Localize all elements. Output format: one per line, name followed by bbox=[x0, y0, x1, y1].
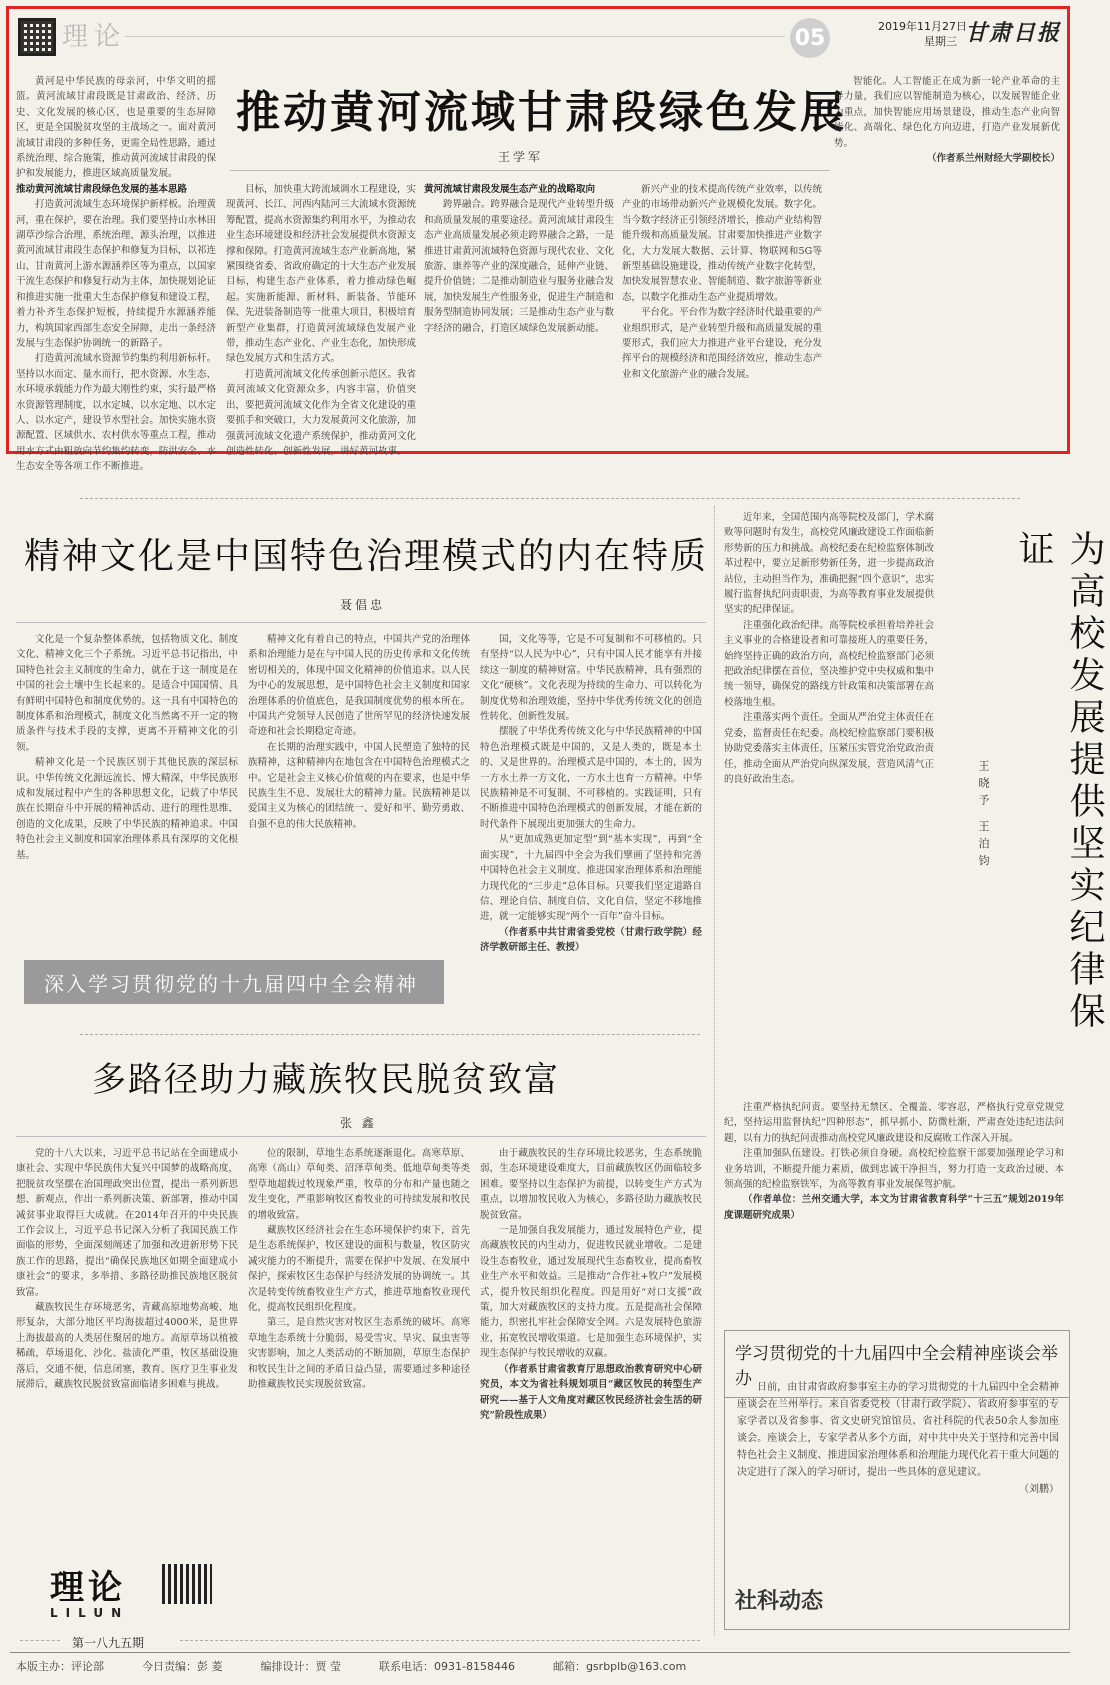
article1-col-4 bbox=[622, 182, 822, 446]
article3-paragraph: 一是加强自我发展能力，通过发展特色产业，提高藏族牧民的内生动力，促进牧民就业增收。二是建设生态畜牧业，通过发展现代生态畜牧业，提高畜牧业生产水平和效益。三是推动“合作社+牧户”发展模式，提升牧民组织化程度。四是用好“对口支援”政策，加大对藏族牧区的支持力度。五是提高社会保障能力，织密扎牢社会保障安全网。六是发展特色旅游业，拓宽牧民增收渠道。七是加强生态环境保护，实现生态保护与牧民增收的双赢。 bbox=[480, 1225, 702, 1360]
article2-paragraph: 精神文化是一个民族区别于其他民族的深层标识。中华传统文化源远流长、博大精深，中华民族形成和发展过程中产生的各种思想文化，记载了中华民族在长期奋斗中开展的精神活动、进行的理性思维、创造的文化成果，反映了中华民族的精神追求。中国特色社会主义制度和国家治理体系具有深厚的文化根基。 bbox=[16, 757, 238, 861]
article3-paragraph: 藏族牧民生存环境恶劣，青藏高原地势高峻、地形复杂，大部分地区平均海拔超过4000米，是世界上海拔最高的人类居住聚居的地方。高原草场以植被稀疏，草场退化、沙化、盐渍化严重，牧区基础设施落后，交通不便，信息闭塞，教育、医疗卫生事业发展滞后，藏族牧民脱贫致富面临诸多困难与挑战。 bbox=[16, 1302, 238, 1391]
news-sidebox bbox=[724, 1330, 1070, 1630]
article3-paragraph: 党的十八大以来，习近平总书记站在全面建成小康社会、实现中华民族伟大复兴中国梦的战略高度，把脱贫攻坚摆在治国理政突出位置，提出一系列新思想、新观点，作出一系列新决策、新部署，推动中国减贫事业取得巨大成就。在2014年召开的中央民族工作会议上，习近平总书记深入分析了我国民族工作面临的形势，全面深刻阐述了加强和改进新形势下民族工作的思路，提出“确保民族地区如期全面建成小康社会”的要求，多举措、多路径助推民族地区脱贫致富。 bbox=[16, 1148, 238, 1298]
article3-paragraph: 藏族牧区经济社会在生态环境保护约束下，首先是生态系统保护，牧区建设的面积与数量，牧区防灾减灾能力的不断提升，需要在保护中发展、在发展中保护，探索牧区生态保护与经济发展的协调统一。其次是转变传统畜牧业生产方式，推进草地畜牧业现代化，提高牧民组织化程度。 bbox=[248, 1225, 470, 1314]
article2-author: 聂倡忠 bbox=[340, 598, 386, 612]
article3-paragraph: 由于藏族牧民的生存环境比较恶劣，生态系统脆弱，生态环境建设难度大，目前藏族牧区仍面临较多困难。要坚持以生态保护为前提，以转变生产方式为重点，以增加牧民收入为核心，多路径助力藏族牧民脱贫致富。 bbox=[480, 1148, 702, 1221]
paper-name: 甘肃日报 bbox=[965, 20, 1062, 46]
section-divider bbox=[80, 1034, 700, 1035]
column-logo bbox=[20, 1560, 230, 1632]
article3-paragraph: 第三，是自然灾害对牧区生态系统的破坏。高寒草地生态系统十分脆弱，易受雪灾、旱灾、鼠虫害等灾害影响，加之人类活动的不断加剧，草原生态保护和牧民生计之间的矛盾日益凸显，需要通过多种途径助推藏族牧民实现脱贫致富。 bbox=[248, 1317, 470, 1391]
page-number: 05 bbox=[790, 18, 830, 58]
article2-paragraph: 国，文化等等，它是不可复制和不可移植的。只有坚持“以人民为中心”，只有中国人民才能享有并接续这一制度的精神财富。中华民族精神，具有强烈的文化“硬核”。文化表现为持续的生命力、可以转化为制度优势和治理效能，坚持中华优秀传统文化的创造性转化、创新性发展。 bbox=[480, 634, 702, 723]
article1-paragraph: 跨界融合。跨界融合是现代产业转型升级和高质量发展的重要途径。黄河流域甘肃段生态产业高质量发展必须走跨界融合之路，一是推进甘肃黄河流域特色资源与现代农业、文化旅游、康养等产业的深度融合，延伸产业链、提升价值链；二是推动制造业与服务业融合发展，加快发展生产性服务业，促进生产制造和服务型制造协同发展；三是推动生态产业与数字经济的融合，打造区域绿色发展新动能。 bbox=[424, 199, 615, 334]
article1-title-rule bbox=[230, 170, 830, 171]
article2-col-1 bbox=[16, 632, 238, 960]
article4-paragraph: 注重加强队伍建设。打铁必须自身硬。高校纪检监察干部要加强理论学习和业务培训，不断提升能力素质，做到忠诚干净担当，努力打造一支政治过硬、本领高强的纪检监察铁军，为高等教育事业发展保驾护航。 bbox=[724, 1148, 1064, 1191]
article1-col-2 bbox=[226, 182, 417, 457]
sidebox-paragraph: 日前，由甘肃省政府参事室主办的学习贯彻党的十九届四中全会精神座谈会在兰州举行。来自省委党校（甘肃行政学院）、省政府参事室的专家学者以及省参事、省文史研究馆馆员、省社科院的代表50余人参加座谈会。座谈会上，专家学者从多个方面，对中共中央关于坚持和完善中国特色社会主义制度、推进国家治理体系和治理能力现代化若干重大问题的决定进行了深入的学习研讨，提出一些具体的意见建议。 bbox=[737, 1382, 1059, 1478]
sidebox-body bbox=[737, 1379, 1059, 1579]
article4-paragraph: 注重落实两个责任。全面从严治党主体责任在党委，监督责任在纪委。高校纪检监察部门要积极协助党委落实主体责任，压紧压实管党治党政治责任，推动全面从严治党向纵深发展，营造风清气正的良好政治生态。 bbox=[724, 712, 934, 785]
article4-col-2 bbox=[724, 1100, 1064, 1320]
article2-title: 精神文化是中国特色治理模式的内在特质 bbox=[24, 536, 709, 577]
article4-paragraph: 注重严格执纪问责。要坚持无禁区、全覆盖、零容忍，严格执行党章党规党纪，坚持运用监督执纪“四种形态”，抓早抓小、防微杜渐，严肃查处违纪违法问题，以有力的执纪问责推动高校党风廉政建设和反腐败工作深入开展。 bbox=[724, 1102, 1064, 1144]
masthead-rule bbox=[125, 36, 785, 37]
column-logo-sub: LILUN bbox=[50, 1606, 130, 1620]
article1-intro: 黄河是中华民族的母亲河，中华文明的摇篮。黄河流域甘肃段既是甘肃政治、经济、历史、文化发展的核心区，也是重要的生态屏障区，更是全国脱贫攻坚的主战场之一。面对黄河流域甘肃段的多种任务，更需全局性思路，通过系统治理、综合施策，推动黄河流域甘肃段的保护和发展能力，推进区域高质量发展。 bbox=[16, 76, 216, 180]
section-divider bbox=[80, 498, 1020, 499]
article2-paragraph: 精神文化有着自己的特点，中国共产党的治理体系和治理能力是在与中国人民的历史传承和文化传统密切相关的，体现中国文化精神的价值追求。以人民为中心的发展思想，是中国特色社会主义制度和国家治理体系的价值底色，是我国制度优势的根本所在。中国共产党领导人民创造了世所罕见的经济快速发展奇迹和社会长期稳定奇迹。 bbox=[248, 634, 470, 738]
article4-col-1 bbox=[724, 510, 934, 1096]
qr-code-icon bbox=[18, 18, 56, 56]
sidebox-tag: 社科动态 bbox=[735, 1588, 824, 1614]
article4-paragraph: 注重强化政治纪律。高等院校承担着培养社会主义事业的合格建设者和可靠接班人的重要任务，始终坚持正确的政治方向，高校纪检监察部门必须把政治纪律摆在首位，坚决维护党中央权威和集中统一领导，确保党的路线方针政策和决策部署在高校落地生根。 bbox=[724, 619, 934, 708]
article1-paragraph: 打造黄河流域生态环境保护新样板。治理黄河，重在保护，要在治理。我们要坚持山水林田湖草沙综合治理、系统治理、源头治理，以推进黄河流域甘肃段生态保护和修复为目标，以祁连山、甘南黄河上游水源涵养区等为重点，以国家干流生态保护和修复行动为主体，加快规划论证和推进实施一批重大生态保护修复和建设工程，着力补齐生态保护短板，持续提升水源涵养能力，构筑国家西部生态安全屏障，走出一条经济发展与生态保护协调统一的新路子。 bbox=[16, 199, 216, 349]
article3-paragraph: 位的限制，草地生态系统逐渐退化。高寒草原、高寒（高山）草甸类、沼泽草甸类、低地草甸类等类型草地超载过牧现象严重，牧草的分布和产量也随之发生变化，严重影响牧区畜牧业的可持续发展和牧民的增收致富。 bbox=[248, 1148, 470, 1221]
footer-email: 邮箱：gsrbplb@163.com bbox=[552, 1660, 687, 1673]
article1-subheading-1: 推动黄河流域甘肃段绿色发展的基本思路 bbox=[16, 183, 188, 195]
column-logo-bars bbox=[162, 1564, 212, 1604]
article3-col-2 bbox=[248, 1146, 470, 1632]
article4-author: 王晓予 王泊钧 bbox=[977, 760, 990, 872]
column-logo-text: 理论 bbox=[50, 1568, 126, 1608]
sidebox-title: 学习贯彻党的十九届四中全会精神座谈会举办 bbox=[725, 1331, 1069, 1398]
sidebox-credit: （刘鹏） bbox=[1019, 1484, 1059, 1495]
article1-paragraph: 平台化。平台作为数字经济时代最重要的产业组织形式，是产业转型升级和高质量发展的重要形式，我们应大力推进产业平台建设，充分发挥平台的规模经济和范围经济效应，推动生态产业和文化旅游产业的融合发展。 bbox=[622, 307, 822, 380]
article4-footnote: （作者单位：兰州交通大学，本文为甘肃省教育科学“十三五”规划2019年度课题研究成果） bbox=[724, 1194, 1064, 1221]
theme-banner-text: 深入学习贯彻党的十九届四中全会精神 bbox=[44, 971, 418, 996]
article2-paragraph: 从“更加成熟更加定型”到“基本实现”，再到“全面实现”，十九届四中全会为我们擘画了坚持和完善中国特色社会主义制度、推进国家治理体系和治理能力现代化的“三步走”总体目标。只要我们坚定道路自信、理论自信、制度自信、文化自信，坚定不移地推进，就一定能够实现“两个一百年”奋斗目标。 bbox=[480, 834, 702, 923]
footer-phone: 联系电话：0931-8158446 bbox=[379, 1660, 515, 1673]
article3-title: 多路径助力藏族牧民脱贫致富 bbox=[92, 1060, 560, 1100]
article2-col-2 bbox=[248, 632, 470, 960]
article2-title-rule bbox=[16, 622, 706, 623]
article2-paragraph: 文化是一个复杂整体系统，包括物质文化、制度文化、精神文化三个子系统。习近平总书记指出，中国特色社会主义制度的生命力，就在于这一制度是在中国的社会土壤中生长起来的。是适合中国国情、具有鲜明中国特色和制度优势的。这一具有中国特色的制度体系和治理模式，制度文化当然离不开一定的物质条件与技术手段的支撑，更离不开精神文化的引领。 bbox=[16, 634, 238, 753]
issue-weekday: 星期三 bbox=[924, 35, 957, 48]
section-divider bbox=[180, 1640, 700, 1641]
article2-col-3 bbox=[480, 632, 702, 1012]
article3-col-1 bbox=[16, 1146, 238, 1556]
article2-paragraph: 在长期的治理实践中，中国人民塑造了独特的民族精神，这种精神内在地包含在中国特色治理模式之中。它是社会主义核心价值观的内在要求，也是中华民族生生不息、发展壮大的精神力量。民族精神是以爱国主义为核心的团结统一、爱好和平、勤劳勇敢、自强不息的伟大民族精神。 bbox=[248, 741, 470, 830]
article1-col-1 bbox=[16, 74, 216, 473]
article4-title: 为高校发展提供坚实纪律保证 bbox=[1013, 530, 1105, 1034]
issue-number: 第一八九五期 bbox=[72, 1636, 145, 1650]
article1-paragraph: 打造黄河流域水资源节约集约利用新标杆。坚持以水而定、量水而行，把水资源、水生态、水环境承载能力作为最大刚性约束，实行最严格水资源管理制度，以水定城、以水定地、以水定人、以水定产，建设节水型社会。加快实施水资源配置、区域供水、农村供水等重点工程，推动用水方式由粗放向节约集约转变，防洪安全、水生态安全等各项工作不断推进。 bbox=[16, 353, 216, 473]
article4-paragraph: 近年来，全国范围内高等院校及部门，学术腐败等问题时有发生，高校党风廉政建设工作面临新形势新的压力和挑战。高校纪委在纪检监察体制改革过程中，要立足新形势新任务，进一步提高政治站位，主动担当作为，准确把握“四个意识”，忠实履行监督执纪问责职责，为高等教育事业发展提供坚实的纪律保证。 bbox=[724, 512, 934, 616]
article3-title-rule bbox=[16, 1136, 706, 1137]
article1-paragraph: 目标，加快重大跨流域调水工程建设，实现黄河、长江、河西内陆河三大流域水资源统筹配置，提高水资源集约利用水平，为推动农业生态环境建设和经济社会发展提供水资源支撑和保障。打造黄河流域生态产业新高地，紧紧围绕省委、省政府确定的十大生态产业发展目标，构建生态产业体系，着力推动绿色崛起。实施新能源、新材料、新装备、节能环保、先进装备制造等一批重大项目，积极培育新型产业集群，打造黄河流域绿色发展产业带，推动生态产业化、产业生态化，加快形成绿色发展方式和生活方式。 bbox=[226, 184, 417, 365]
article1-paragraph: 新兴产业的技术提高传统产业效率，以传统产业的市场带动新兴产业规模化发展。数字化。当今数字经济正引领经济增长，推动产业结构智能升级和高质量发展。甘肃要加快推进产业数字化，大力发展大数据、云计算、物联网和5G等新型基础设施建设，推动传统产业数字化转型，加快发展智慧农业、智能制造、数字旅游等新业态，以数字化推动生态产业提质增效。 bbox=[622, 184, 822, 303]
footer-duty-editor: 今日责编：彭 菱 bbox=[142, 1660, 223, 1673]
theme-banner bbox=[24, 960, 444, 1004]
article3-footnote: （作者系甘肃省教育厅思想政治教育研究中心研究员，本文为省社科规划项目“藏区牧民的转型生产研究——基于人文角度对藏区牧民经济社会生活的研究”阶段性成果） bbox=[480, 1363, 702, 1421]
article1-paragraph: 智能化。人工智能正在成为新一轮产业革命的主导力量，我们应以智能制造为核心，以发展智能企业为重点，加快智能应用场景建设，推动生态产业向智能化、高端化、绿色化方向迈进，打造产业发展新优势。 bbox=[834, 76, 1060, 149]
footer-editor: 本版主办：评论部 bbox=[16, 1660, 104, 1673]
article1-col-3 bbox=[424, 182, 614, 446]
issue-date: 2019年11月27日 bbox=[878, 20, 967, 33]
section-divider bbox=[20, 1640, 60, 1641]
article1-author: 王学军 bbox=[498, 150, 544, 164]
footer-designer: 编排设计：贾 莹 bbox=[260, 1660, 341, 1673]
footer-rule bbox=[10, 1652, 1070, 1653]
article1-subheading-2: 黄河流域甘肃段发展生态产业的战略取向 bbox=[424, 184, 596, 195]
article1-col-5 bbox=[834, 74, 1060, 446]
article3-author: 张 鑫 bbox=[340, 1116, 377, 1130]
article1-footnote: （作者系兰州财经大学副校长） bbox=[926, 153, 1060, 165]
article1-paragraph: 打造黄河流域文化传承创新示范区。我省黄河流域文化资源众多，内容丰富，价值突出，要把黄河流域文化作为全省文化建设的重要抓手和突破口，大力发展黄河文化旅游，加强黄河流域文化遗产系统保护，推动黄河文化创造性转化、创新性发展，讲好黄河故事。 bbox=[226, 368, 417, 457]
section-label: 理论 bbox=[62, 22, 127, 52]
article1-title: 推动黄河流域甘肃段绿色发展 bbox=[236, 87, 847, 138]
footer-bar bbox=[16, 1658, 1066, 1674]
article2-footnote: （作者系中共甘肃省委党校（甘肃行政学院）经济学教研部主任、教授） bbox=[480, 926, 702, 954]
column-divider bbox=[714, 506, 715, 1636]
article2-paragraph: 摆脱了中华优秀传统文化与中华民族精神的中国特色治理模式既是中国的，又是人类的，既是本土的、又是世界的。治理模式是中国的，本土的，因为一方水土养一方文化，一方水土也育一方精神。中华民族精神是不可复制、不可移植的。实践证明，只有不断推进中国特色治理模式的创新发展，才能在新的时代条件下展现出更加强大的生命力。 bbox=[480, 726, 702, 830]
article3-col-3 bbox=[480, 1146, 702, 1632]
